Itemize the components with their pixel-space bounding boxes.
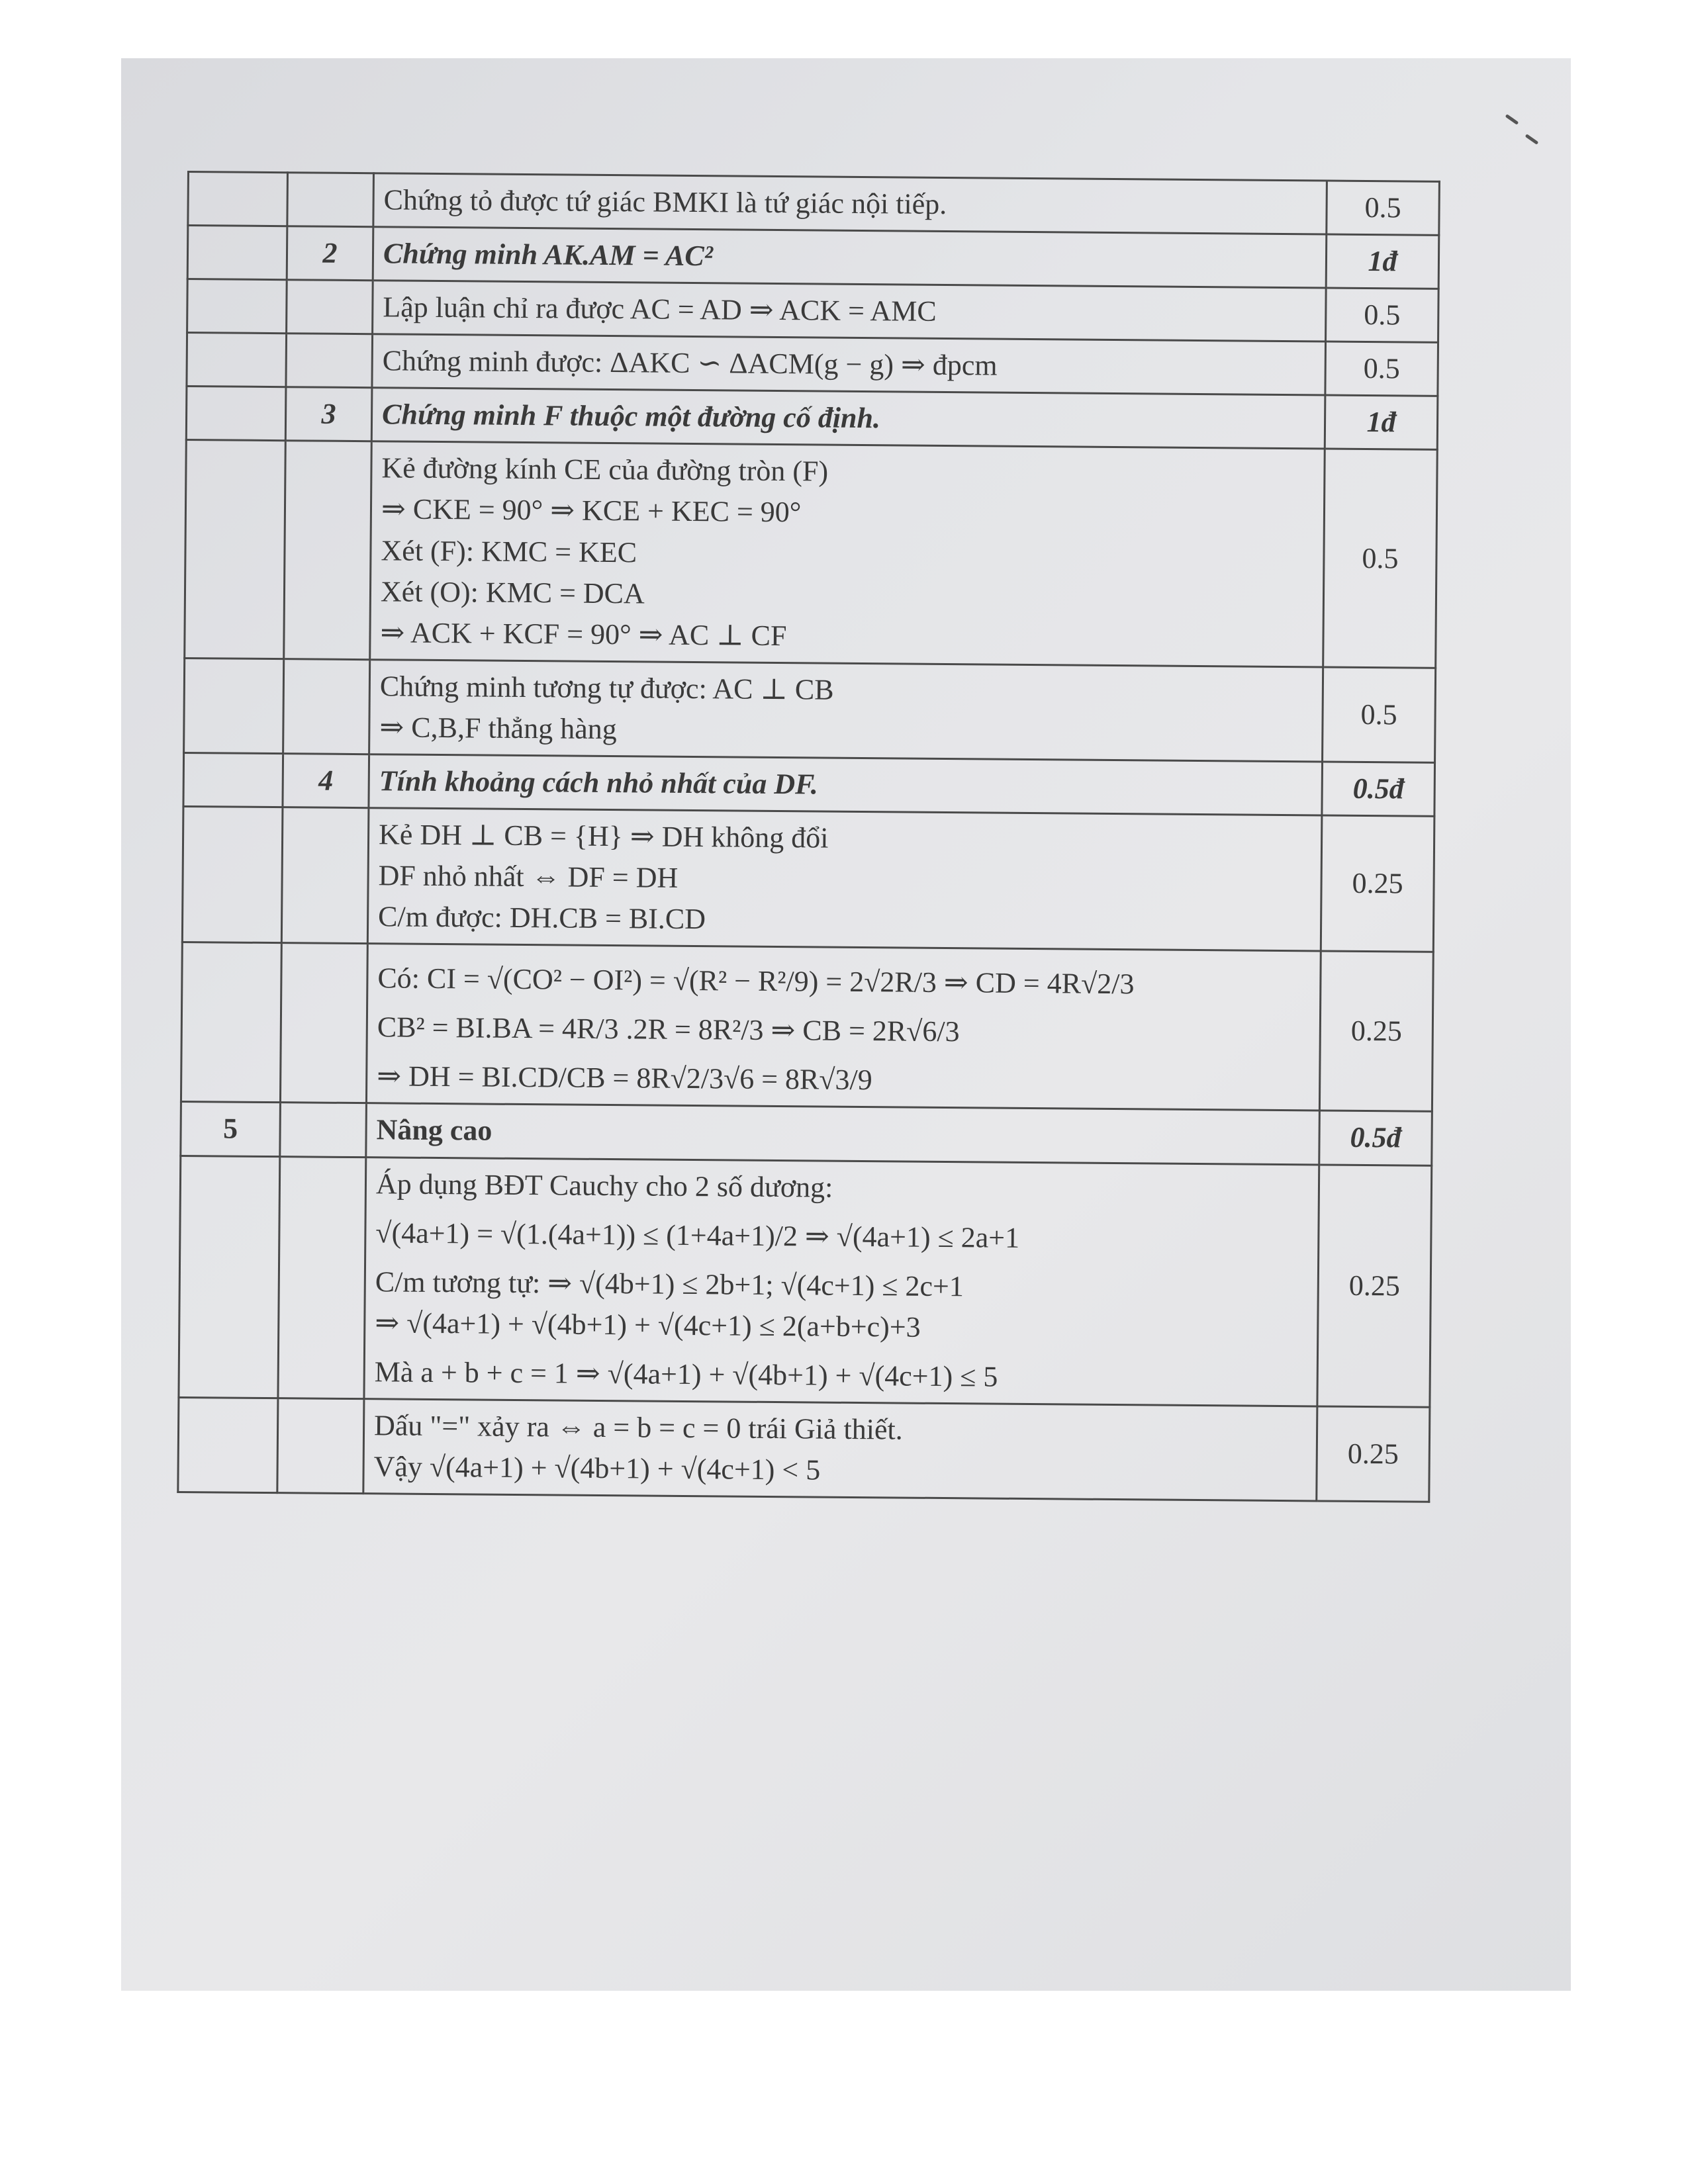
content-line: C/m tương tự: ⇒ √(4b+1) ≤ 2b+1; √(4c+1) ≤ 2c+1 — [375, 1265, 964, 1302]
pen-mark — [1525, 134, 1539, 145]
content-cell — [364, 1157, 1319, 1406]
scoring-table-body — [178, 172, 1440, 1502]
content-cell — [373, 173, 1327, 234]
table-row — [184, 658, 1436, 762]
part-number — [284, 441, 372, 659]
table-row — [188, 172, 1440, 236]
content-cell — [366, 944, 1321, 1111]
content-line: DF nhỏ nhất ⇔ DF = DH — [378, 859, 679, 894]
content-line: Mà a + b + c = 1 ⇒ √(4a+1) + √(4b+1) + √(4c+1) ≤ 5 — [374, 1355, 998, 1393]
content-cell — [372, 334, 1326, 395]
score-cell: 0.5 — [1323, 449, 1438, 668]
content-cell — [371, 388, 1325, 449]
score-cell: 0.5 — [1327, 181, 1440, 235]
photographed-page — [121, 58, 1571, 1991]
content-cell — [366, 1103, 1320, 1164]
content-line: Chứng minh được: ΔAKC ∽ ΔACM(g − g) ⇒ đpcm — [382, 344, 998, 382]
question-cell — [184, 658, 284, 753]
scoring-table — [177, 171, 1440, 1503]
part-number — [286, 334, 373, 388]
section-heading: Chứng minh AK.AM = AC² — [383, 237, 714, 273]
content-line: ⇒ C,B,F thẳng hàng — [379, 711, 617, 745]
score-cell: 0.5 — [1323, 667, 1436, 762]
content-cell — [367, 808, 1322, 952]
content-line: √(4a+1) = √(1.(4a+1)) ≤ (1+4a+1)/2 ⇒ √(4a+1) ≤ 2a+1 — [375, 1216, 1020, 1254]
table-row — [185, 440, 1438, 668]
table-row — [183, 752, 1435, 816]
content-line: Chứng minh tương tự được: AC ⊥ CB — [379, 670, 834, 706]
part-number: 4 — [283, 754, 369, 808]
part-number — [287, 280, 373, 334]
table-row — [181, 942, 1433, 1112]
content-cell — [369, 754, 1323, 815]
question-cell — [179, 1156, 280, 1398]
score-cell: 0.25 — [1319, 951, 1433, 1112]
part-number — [287, 173, 374, 227]
content-line: Lập luận chỉ ra được AC = AD ⇒ ACK = AMC — [383, 291, 937, 328]
part-number: 3 — [285, 387, 372, 441]
content-line: Chứng tỏ được tứ giác BMKI là tứ giác nội tiếp. — [383, 183, 947, 221]
part-number — [281, 807, 369, 944]
content-cell — [363, 1399, 1317, 1501]
table-row — [187, 226, 1439, 289]
content-line: C/m được: DH.CB = BI.CD — [377, 900, 706, 936]
content-cell — [373, 281, 1327, 341]
score-cell: 0.25 — [1317, 1165, 1432, 1408]
content-line: Dấu "=" xảy ra ⇔ a = b = c = 0 trái Giả thiết. — [373, 1409, 903, 1446]
content-line: Kẻ DH ⊥ CB = {H} ⇒ DH không đổi — [378, 818, 829, 854]
part-cell — [280, 1103, 367, 1157]
score-cell: 0.5đ — [1319, 1111, 1432, 1165]
question-cell — [187, 226, 287, 280]
question-cell — [185, 440, 286, 659]
question-cell — [183, 752, 283, 807]
question-number: 5 — [181, 1102, 281, 1156]
content-line: Vậy √(4a+1) + √(4b+1) + √(4c+1) < 5 — [373, 1450, 821, 1486]
section-heading: Nâng cao — [376, 1113, 492, 1148]
content-line: ⇒ DH = BI.CD/CB = 8R√2/3√6 = 8R√3/9 — [377, 1060, 872, 1097]
part-number: 2 — [287, 226, 373, 281]
content-line: Áp dụng BĐT Cauchy cho 2 số dương: — [375, 1167, 833, 1204]
question-cell — [187, 279, 287, 334]
content-line: ⇒ ACK + KCF = 90° ⇒ AC ⊥ CF — [380, 616, 787, 652]
table-row — [179, 1156, 1432, 1407]
part-number — [278, 1156, 366, 1398]
part-number — [280, 943, 367, 1103]
score-cell: 0.5đ — [1322, 762, 1435, 816]
score-cell: 0.25 — [1321, 815, 1434, 952]
score-cell: 0.5 — [1326, 288, 1439, 342]
content-line: Xét (O): KMC = DCA — [380, 574, 645, 610]
content-cell — [370, 441, 1325, 667]
table-row — [187, 279, 1439, 343]
content-cell — [369, 659, 1323, 761]
content-line: ⇒ √(4a+1) + √(4b+1) + √(4c+1) ≤ 2(a+b+c)+3 — [375, 1306, 921, 1343]
section-heading: Tính khoảng cách nhỏ nhất của DF. — [379, 764, 819, 801]
content-line: Kẻ đường kính CE của đường tròn (F) — [381, 451, 829, 488]
score-cell: 0.25 — [1317, 1406, 1430, 1502]
question-cell — [188, 172, 288, 226]
content-line: ⇒ CKE = 90° ⇒ KCE + KEC = 90° — [381, 492, 802, 529]
content-line: Xét (F): KMC = KEC — [381, 533, 637, 569]
part-number — [283, 659, 370, 754]
part-number — [277, 1398, 364, 1494]
table-row — [181, 1102, 1432, 1165]
section-heading: Chứng minh F thuộc một đường cố định. — [381, 398, 881, 435]
question-cell — [187, 333, 287, 387]
table-row — [186, 387, 1438, 450]
pen-mark — [1505, 114, 1519, 125]
table-row — [187, 333, 1438, 396]
score-cell: 0.5 — [1325, 341, 1438, 396]
question-cell — [178, 1397, 278, 1492]
content-line: Có: CI = √(CO² − OI²) = √(R² − R²/9) = 2√2R/3 ⇒ CD = 4R√2/3 — [377, 962, 1135, 1001]
question-cell — [186, 387, 286, 441]
question-cell — [182, 806, 283, 942]
score-cell: 1đ — [1325, 395, 1438, 449]
content-cell — [373, 227, 1327, 288]
content-line: CB² = BI.BA = 4R/3 .2R = 8R²/3 ⇒ CB = 2R√6/3 — [377, 1011, 960, 1048]
score-cell: 1đ — [1326, 234, 1439, 289]
table-row — [182, 806, 1434, 952]
question-cell — [181, 942, 281, 1103]
table-row — [178, 1397, 1430, 1502]
